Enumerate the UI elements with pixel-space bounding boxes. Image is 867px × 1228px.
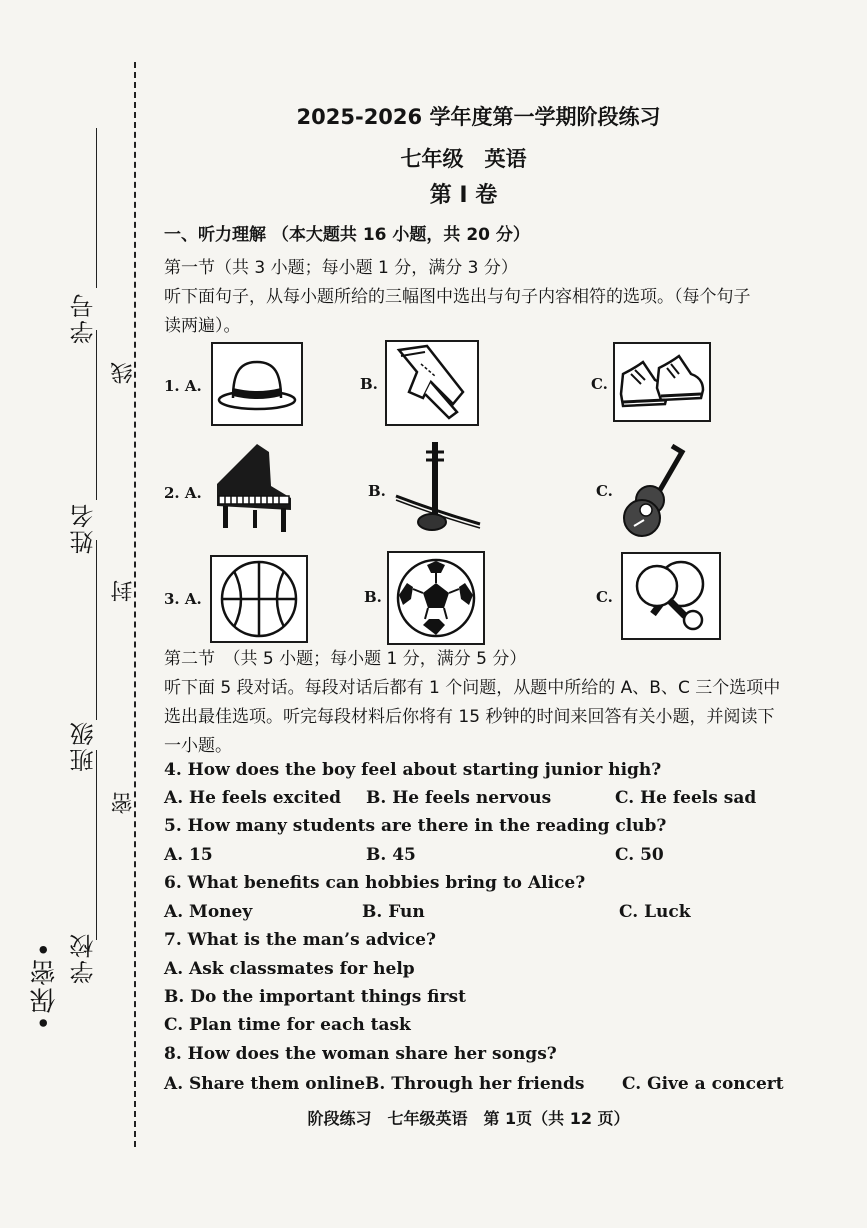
question-4: 4. How does the boy feel about starting junior high? [164,760,662,780]
q6-option-b: B. Fun [362,902,425,922]
erhu-icon [392,438,484,538]
q5-option-c: C. 50 [615,845,664,865]
q1-c-label: C. [591,375,608,393]
binding-dashed-line [134,62,136,1147]
q2-label: 2. A. [164,484,202,502]
q7-option-b: B. Do the important things first [164,987,466,1007]
class-field [96,540,97,720]
secret-label: •保密• [30,940,60,1031]
guitar-icon [620,442,690,538]
part1-instruction-line1: 听下面句子，从每小题所给的三幅图中选出与句子内容相符的选项。（每个句子 [164,287,751,307]
q6-option-a: A. Money [164,902,253,922]
part1-heading: 第一节（共 3 小题；每小题 1 分，满分 3 分） [164,258,518,278]
q7-option-c: C. Plan time for each task [164,1015,411,1035]
name-field [96,330,97,500]
q1-label: 1. A. [164,377,202,395]
trousers-icon [385,340,479,426]
football-icon [387,551,485,645]
question-8: 8. How does the woman share her songs? [164,1044,557,1064]
question-6: 6. What benefits can hobbies bring to Alice? [164,873,586,893]
q5-option-b: B. 45 [366,845,416,865]
seal-xian: 线 [111,362,136,384]
q3-c-label: C. [596,588,613,606]
exam-volume: 第 I 卷 [429,183,498,208]
basketball-icon [210,555,308,643]
hat-icon [211,342,303,426]
question-5: 5. How many students are there in the reading club? [164,816,667,836]
sneakers-icon [613,342,711,422]
name-label: 姓名 [70,502,98,554]
q8-option-b: B. Through her friends [365,1074,585,1094]
q8-option-c: C. Give a concert [622,1074,784,1094]
q4-option-c: C. He feels sad [615,788,757,808]
part2-instruction-line1: 听下面 5 段对话。每段对话后都有 1 个问题，从题中所给的 A、B、C 三个选项中 [164,678,781,698]
question-7: 7. What is the man’s advice? [164,930,436,950]
part2-instruction-line3: 一小题。 [164,736,232,756]
q8-option-a: A. Share them online [164,1074,366,1094]
ping-pong-icon [621,552,721,640]
part2-instruction-line2: 选出最佳选项。听完每段材料后你将有 15 秒钟的时间来回答有关小题，并阅读下 [164,707,775,727]
q5-option-a: A. 15 [164,845,213,865]
q6-option-c: C. Luck [619,902,691,922]
part2-heading: 第二节 （共 5 小题；每小题 1 分，满分 5 分） [164,649,527,669]
q3-b-label: B. [364,588,382,606]
section-heading: 一、听力理解 （本大题共 16 小题，共 20 分） [164,225,530,245]
q2-c-label: C. [596,482,613,500]
school-field [96,750,97,940]
seal-feng: 封 [111,580,136,602]
q7-option-a: A. Ask classmates for help [164,959,415,979]
piano-icon [209,440,299,536]
seal-mi: 密 [111,792,136,814]
exam-title: 2025-2026 学年度第一学期阶段练习 [296,105,661,129]
page-footer: 阶段练习 七年级英语 第 1页（共 12 页） [307,1109,630,1128]
q4-option-b: B. He feels nervous [366,788,552,808]
class-label: 班级 [70,720,98,772]
q4-option-a: A. He feels excited [164,788,342,808]
q3-label: 3. A. [164,590,202,608]
id-label: 学号 [70,292,98,344]
exam-subtitle: 七年级 英语 [400,147,527,171]
part1-instruction-line2: 读两遍）。 [164,316,241,336]
q2-b-label: B. [368,482,386,500]
q1-b-label: B. [360,375,378,393]
school-label: 学校 [70,932,98,984]
